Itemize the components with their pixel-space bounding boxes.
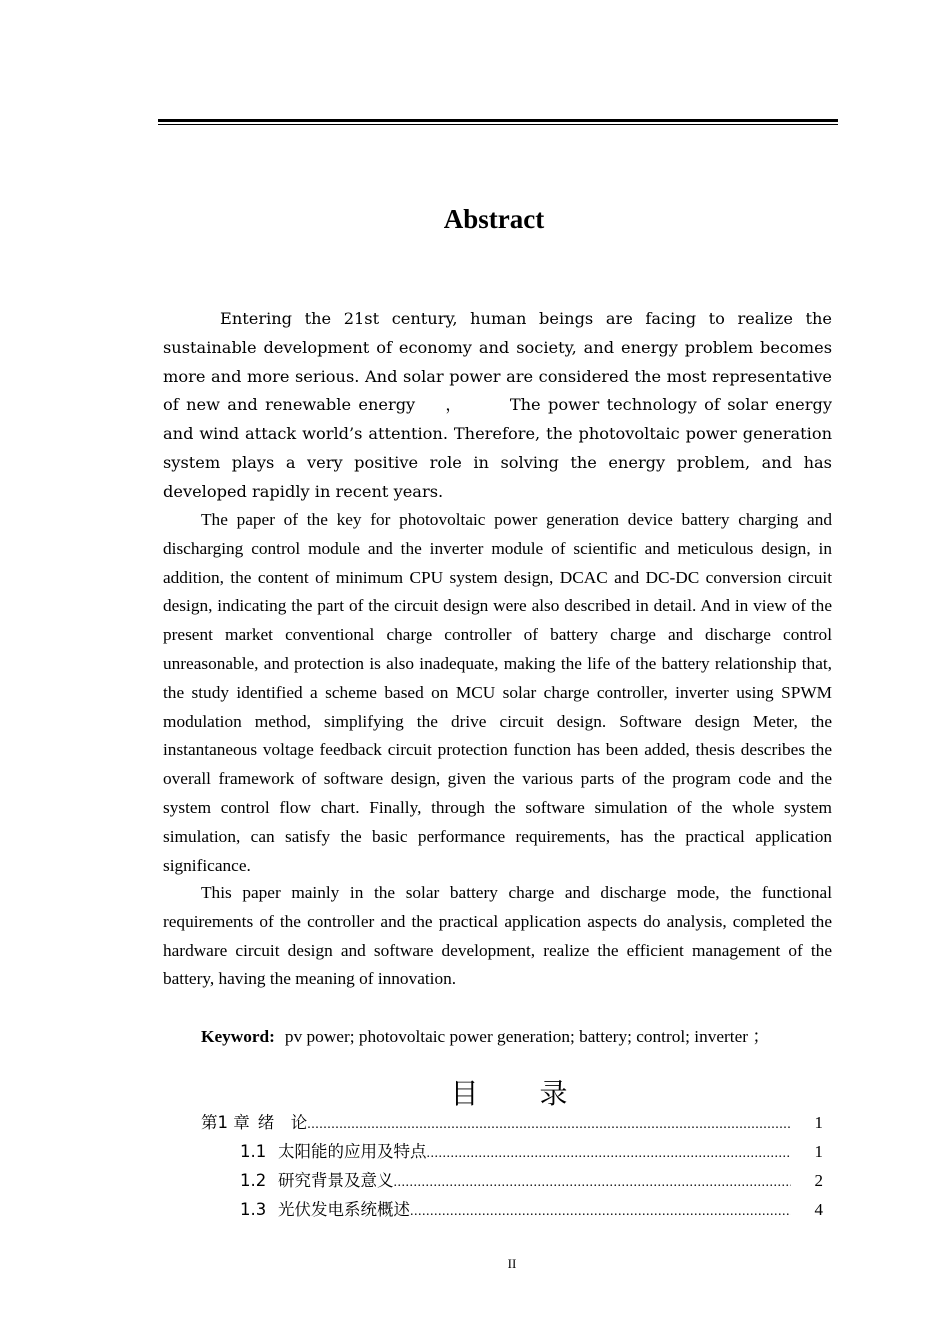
toc-entry-label: 光伏发电系统概述	[278, 1200, 410, 1219]
toc-entry-number: 第1 章	[201, 1113, 250, 1132]
paragraph-1-part-a: Entering the 21st century, human beings are facing to realize the sustainable development of economy and society, and energy problem becomes more and more serious. And solar power are considered the most representative of new and renewable energy	[163, 309, 832, 415]
toc-leader-dots	[410, 1200, 791, 1224]
toc-entry-page: 4	[814, 1200, 823, 1219]
toc-title: 目 录	[450, 1077, 594, 1110]
paragraph-1-part-b: The power technology of solar energy and wind attack world’s attention. Therefore, the photovoltaic power generation system plays a very positive role in solving the energy problem, and has developed rapidly in recent years.	[163, 395, 832, 501]
toc-entry-label: 研究背景及意义	[278, 1171, 394, 1190]
toc-entry-1-3[interactable]	[240, 1198, 823, 1224]
toc-entry-page: 2	[814, 1171, 823, 1190]
toc-entry-page: 1	[814, 1142, 823, 1161]
abstract-paragraph-1	[163, 305, 832, 507]
toc-entry-page: 1	[814, 1113, 823, 1132]
toc-entry-label: 绪 论	[257, 1113, 308, 1132]
abstract-heading: Abstract	[443, 204, 545, 234]
keyword-line	[201, 1023, 770, 1051]
toc-entry-number: 1.3	[240, 1200, 267, 1219]
page-number: II	[507, 1256, 517, 1271]
toc-entry-number: 1.1	[240, 1142, 267, 1161]
paragraph-1-comma: ，	[443, 395, 464, 415]
header-rule-thin	[158, 124, 838, 125]
toc-leader-dots	[427, 1142, 792, 1166]
keyword-text: pv power; photovoltaic power generation; battery; control; inverter ；	[284, 1027, 770, 1046]
toc-entry-1-1[interactable]	[240, 1140, 823, 1166]
keyword-label: Keyword:	[201, 1027, 275, 1046]
abstract-paragraph-2: The paper of the key for photovoltaic power generation device battery charging and discharging control module and the inverter module of scientific and meticulous design, in addition, the content of minimum CPU system design, DCAC and DC-DC conversion circuit design, indicating the part of the circuit design were also described in detail. And in view of the present market conventional charge controller of battery charge and discharge control unreasonable, and protection is also inadequate, making the life of the battery relationship that, the study identified a scheme based on MCU solar charge controller, inverter using SPWM modulation method, simplifying the drive circuit design. Software design Meter, the instantaneous voltage feedback circuit protection function has been added, thesis describes the overall framework of software design, given the various parts of the program code and the system control flow chart. Finally, through the software simulation of the whole system simulation, can satisfy the basic performance requirements, has the practical application significance.	[163, 510, 832, 875]
toc-entry-number: 1.2	[240, 1171, 267, 1190]
toc-entry-1-2[interactable]	[240, 1169, 823, 1195]
header-rule-thick	[158, 119, 838, 122]
toc-leader-dots	[394, 1171, 792, 1195]
toc-entry-label: 太阳能的应用及特点	[278, 1142, 427, 1161]
toc-leader-dots	[307, 1113, 791, 1137]
toc-entry-chapter-1[interactable]	[201, 1111, 823, 1137]
abstract-paragraph-3: This paper mainly in the solar battery charge and discharge mode, the functional requirements of the controller and the practical application aspects do analysis, completed the hardware circuit design and software development, realize the efficient management of the battery, having the meaning of innovation.	[163, 883, 832, 989]
